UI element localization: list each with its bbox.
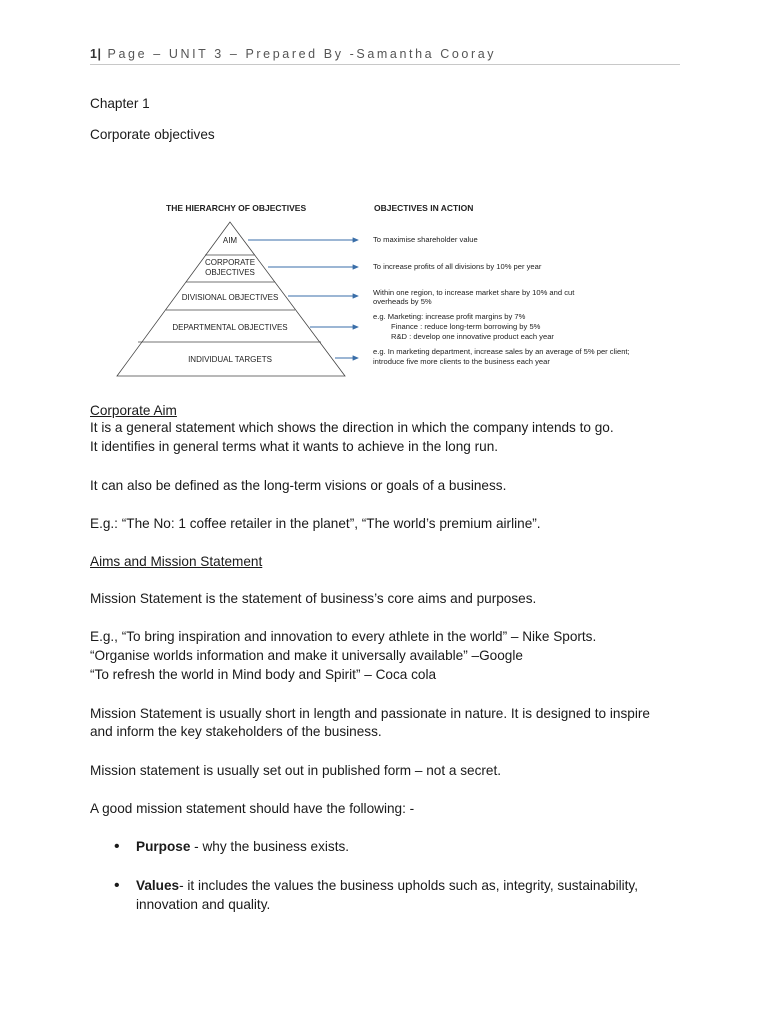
chapter-heading: Chapter 1: [90, 96, 150, 111]
hierarchy-diagram: [110, 196, 680, 386]
corporate-aim-heading: Corporate Aim: [90, 403, 177, 418]
bullet-term: Values: [136, 878, 180, 893]
level-individual: INDIVIDUAL TARGETS: [188, 355, 272, 364]
action-individual-1: e.g. In marketing department, increase sales by an average of 5% per client;: [373, 347, 630, 356]
level-corporate-2: OBJECTIVES: [205, 268, 255, 277]
bullet-values: [136, 876, 638, 895]
action-divisional-1: Within one region, to increase market share by 10% and cut: [373, 288, 575, 297]
diagram-right-title: OBJECTIVES IN ACTION: [374, 203, 474, 213]
mission-p1: Mission Statement is the statement of business’s core aims and purposes.: [90, 591, 537, 606]
mission-p3: “Organise worlds information and make it universally available” –Google: [90, 648, 523, 663]
bullet-icon: •: [114, 877, 120, 894]
mission-p8: A good mission statement should have the following: -: [90, 801, 415, 816]
page-number: 1: [90, 47, 98, 61]
action-departmental-3: R&D : develop one innovative product each year: [391, 332, 554, 341]
action-divisional-2: overheads by 5%: [373, 297, 432, 306]
diagram-left-title: THE HIERARCHY OF OBJECTIVES: [166, 203, 307, 213]
mission-p5: Mission Statement is usually short in length and passionate in nature. It is designed to inspire: [90, 706, 650, 721]
level-aim: AIM: [222, 236, 238, 245]
bullet-icon: •: [114, 838, 120, 855]
mission-p7: Mission statement is usually set out in published form – not a secret.: [90, 763, 502, 778]
bullet-term: Purpose: [136, 839, 191, 854]
action-aim: To maximise shareholder value: [373, 235, 478, 244]
header-separator: |: [97, 47, 102, 61]
corporate-aim-p4: E.g.: “The No: 1 coffee retailer in the planet”, “The world’s premium airline”.: [90, 516, 541, 531]
corporate-aim-p3: It can also be defined as the long-term visions or goals of a business.: [90, 478, 507, 493]
mission-p6: and inform the key stakeholders of the business.: [90, 724, 382, 739]
bullet-text: - why the business exists.: [190, 839, 350, 854]
action-corporate: To increase profits of all divisions by 10% per year: [373, 262, 542, 271]
action-individual-2: introduce five more clients to the business each year: [373, 357, 550, 366]
page-header: [90, 47, 680, 65]
level-departmental: DEPARTMENTAL OBJECTIVES: [172, 323, 288, 332]
section-title: Corporate objectives: [90, 127, 215, 142]
action-departmental-2: Finance : reduce long-term borrowing by 5%: [391, 322, 541, 331]
corporate-aim-p2: It identifies in general terms what it wants to achieve in the long run.: [90, 439, 499, 454]
corporate-aim-p1: It is a general statement which shows the direction in which the company intends to go.: [90, 420, 614, 435]
bullet-text: - it includes the values the business upholds such as, integrity, sustainability,: [179, 878, 638, 893]
mission-heading: Aims and Mission Statement: [90, 554, 263, 569]
bullet-values-continued: innovation and quality.: [136, 897, 271, 912]
level-divisional: DIVISIONAL OBJECTIVES: [181, 293, 279, 302]
mission-p2: E.g., “To bring inspiration and innovation to every athlete in the world” – Nike Sports.: [90, 629, 597, 644]
mission-p4: “To refresh the world in Mind body and Spirit” – Coca cola: [90, 667, 437, 682]
header-text: Page – UNIT 3 – Prepared By -Samantha Cooray: [107, 47, 497, 61]
level-corporate-1: CORPORATE: [204, 258, 256, 267]
bullet-purpose: [136, 837, 349, 856]
action-departmental-1: e.g. Marketing: increase profit margins by 7%: [373, 312, 526, 321]
